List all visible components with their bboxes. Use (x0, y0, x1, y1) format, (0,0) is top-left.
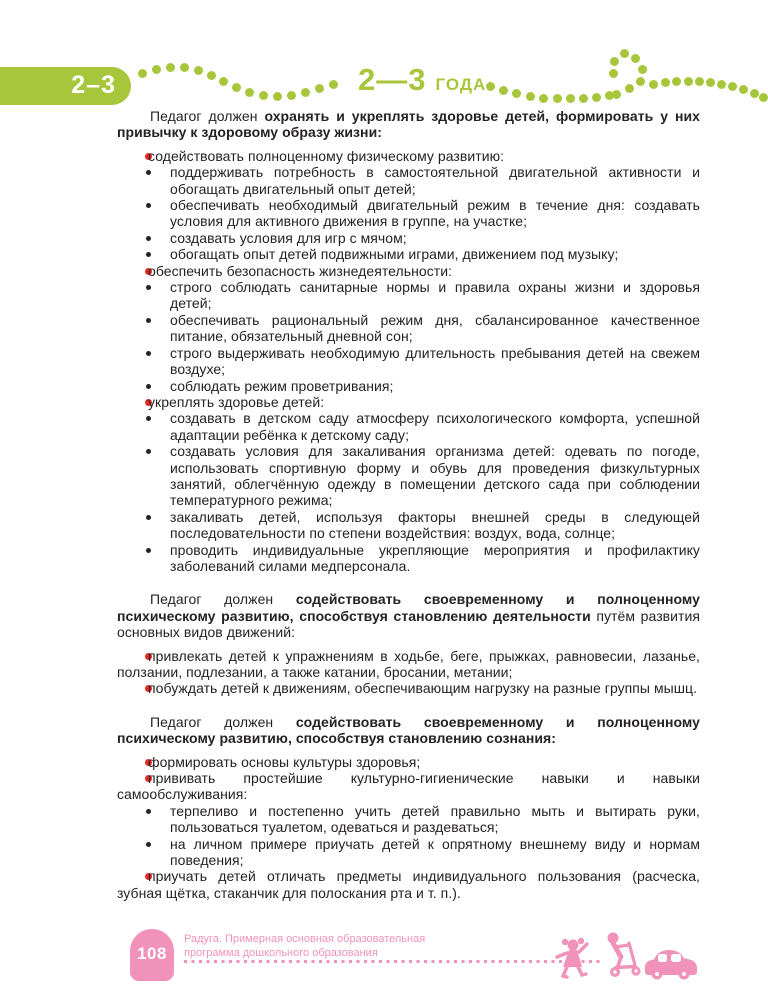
green-dot-icon (706, 78, 715, 87)
sub-item-text: на личном примере приучать детей к опрятному внешнему виду и нормам поведения; (170, 835, 700, 869)
intro-3-plain: Педагог должен (150, 713, 296, 730)
green-dot-icon (579, 94, 588, 103)
green-dot-icon (636, 77, 645, 86)
black-bullet-icon (158, 542, 170, 558)
sub-item-text: закаливать детей, используя факторы внешней среды в следующей последовательности по степени воздействия: воздух, вода, солнце; (170, 508, 700, 542)
page-content (117, 108, 700, 901)
black-bullet-icon (158, 410, 170, 426)
sub-item-text: создавать в детском саду атмосферу психологического комфорта, успешной адаптации ребёнка к детскому саду; (170, 410, 700, 443)
green-dot-icon (592, 93, 601, 102)
green-dot-icon (166, 63, 175, 72)
green-dot-icon (273, 92, 282, 101)
green-dot-icon (672, 77, 681, 86)
list-item-text: формировать основы культуры здоровья; (148, 753, 421, 770)
sub-list-item (158, 230, 700, 246)
sub-item-text: обеспечивать рациональный режим дня, сбалансированное качественное питание, обязательный дневной сон; (170, 311, 700, 345)
intro-1-bold: охранять и укреплять здоровье детей, формировать у них привычку к здоровому образу жизни: (117, 108, 701, 141)
footer-caption (184, 933, 425, 960)
green-dot-icon (728, 82, 737, 91)
sub-list-item (158, 164, 700, 197)
black-bullet-icon (158, 509, 170, 525)
green-dot-icon (207, 71, 216, 80)
black-bullet-icon (158, 246, 170, 262)
green-dot-icon (315, 84, 324, 93)
sub-item-text: соблюдать режим проветривания; (170, 377, 394, 394)
red-bullet-icon (131, 680, 148, 696)
sub-list-item (158, 803, 700, 836)
green-dot-icon (739, 85, 748, 94)
sub-item-text: создавать условия для закаливания организма детей: одевать по погоде, использовать спортивную форму и обувь для проведения физкультурных занятий, облегчённую одежду в помещении детского сада при соблюдении температурного режима; (170, 443, 700, 509)
intro-1-plain: Педагог должен (150, 108, 265, 124)
dancing-child-icon (552, 936, 592, 980)
green-dot-icon (232, 83, 241, 92)
list-item-text: побуждать детей к движениям, обеспечивающим нагрузку на разные группы мышц. (148, 680, 698, 697)
black-bullet-icon (158, 803, 170, 819)
list-item (117, 263, 700, 279)
sub-item-text: строго выдерживать необходимую длительность пребывания детей на свежем воздухе; (170, 344, 700, 378)
black-bullet-icon (158, 345, 170, 361)
green-dot-icon (194, 66, 203, 75)
green-dot-icon (566, 94, 575, 103)
green-dot-icon (138, 69, 147, 78)
sub-list-item (158, 542, 700, 575)
list-item (117, 770, 700, 803)
black-bullet-icon (158, 164, 170, 180)
footer-caption-line2: программа дошкольного образования (184, 946, 378, 959)
list-item-text: содействовать полноценному физическому развитию: (148, 147, 505, 164)
sub-list-item (158, 509, 700, 542)
sub-list-item (158, 312, 700, 345)
page-title (358, 62, 486, 98)
bullet-list-3 (117, 754, 700, 902)
list-item (117, 754, 700, 770)
black-bullet-icon (158, 378, 170, 394)
green-dot-icon (649, 80, 658, 89)
green-dot-icon (180, 63, 189, 72)
green-dot-icon (717, 80, 726, 89)
green-dot-icon (499, 86, 508, 95)
intro-paragraph-1 (117, 108, 700, 141)
green-dot-icon (620, 49, 629, 58)
page-title-number: 2—3 (358, 62, 427, 97)
green-dot-icon (695, 77, 704, 86)
green-dot-icon (612, 90, 621, 99)
sub-item-text: обогащать опыт детей подвижными играми, движением под музыку; (170, 246, 619, 263)
black-bullet-icon (158, 197, 170, 213)
red-bullet-icon (131, 394, 148, 410)
red-bullet-icon (131, 148, 148, 164)
sub-item-text: терпеливо и постепенно учить детей правильно мыть и вытирать руки, пользоваться туалетом, одеваться и раздеваться; (170, 802, 700, 836)
page-number: 108 (137, 944, 167, 963)
green-dot-icon (329, 80, 338, 89)
green-dot-icon (750, 89, 759, 98)
green-dot-icon (287, 91, 296, 100)
red-bullet-icon (131, 263, 148, 279)
dotted-line-decoration (184, 960, 601, 963)
page-number-badge (130, 929, 174, 981)
list-item-text: привлекать детей к упражнениям в ходьбе, беге, прыжках, равновесии, лазанье, ползании, подлезании, а также катании, бросании, метании; (117, 647, 700, 680)
green-dot-icon (759, 93, 768, 102)
green-dot-icon (539, 94, 548, 103)
car-icon (643, 946, 699, 980)
page-title-word: ГОДА (435, 75, 487, 94)
intro-2-bold: содействовать своевременному и полноценному психическому развитию, способствуя становлению деятельности (117, 591, 700, 624)
green-dot-icon (245, 88, 254, 97)
green-dot-icon (625, 84, 634, 93)
list-item (117, 148, 700, 164)
bullet-list-2 (117, 648, 700, 697)
green-dot-icon (553, 94, 562, 103)
sub-list-item (158, 443, 700, 509)
sub-list-item (158, 836, 700, 869)
green-dot-icon (526, 92, 535, 101)
red-bullet-icon (131, 648, 148, 664)
list-item (117, 648, 700, 681)
black-bullet-icon (158, 443, 170, 459)
green-dot-icon (301, 88, 310, 97)
green-dot-icon (610, 57, 619, 66)
green-dot-icon (638, 65, 647, 74)
green-dot-icon (486, 82, 495, 91)
intro-2-plain: Педагог должен (150, 591, 296, 608)
sub-item-text: создавать условия для игр с мячом; (170, 229, 407, 246)
footer-caption-line1: Радуга. Примерная основная образовательная (184, 933, 426, 945)
sub-list-item (158, 410, 700, 443)
sub-item-text: обеспечивать необходимый двигательный режим в течение дня: создавать условия для активного движения в группе, на участке; (170, 197, 700, 230)
black-bullet-icon (158, 279, 170, 295)
sub-item-text: поддерживать потребность в самостоятельной двигательной активности и обогащать двигательный опыт детей; (170, 164, 700, 197)
red-bullet-icon (131, 770, 148, 786)
list-item (117, 394, 700, 410)
sub-list-item (158, 345, 700, 378)
black-bullet-icon (158, 312, 170, 328)
black-bullet-icon (158, 230, 170, 246)
red-bullet-icon (131, 868, 148, 884)
green-dot-icon (259, 91, 268, 100)
list-item (117, 680, 700, 696)
sub-list-item (158, 378, 700, 394)
intro-paragraph-2 (117, 591, 700, 640)
list-item-text: укреплять здоровье детей: (148, 393, 325, 410)
scooter-child-icon (594, 930, 642, 980)
age-tab (0, 67, 131, 105)
green-dot-icon (684, 77, 693, 86)
red-bullet-icon (131, 754, 148, 770)
intro-3-bold: содействовать своевременному и полноценному психическому развитию, способствуя становлению сознания: (117, 713, 700, 747)
green-dot-icon (219, 77, 228, 86)
sub-list-item (158, 246, 700, 262)
green-dot-icon (152, 65, 161, 74)
green-dot-icon (631, 54, 640, 63)
sub-item-text: проводить индивидуальные укрепляющие мероприятия и профилактику заболеваний силами медперсонала. (170, 541, 700, 574)
list-item (117, 868, 700, 901)
age-tab-label: 2–3 (71, 71, 116, 99)
bullet-list-1 (117, 148, 700, 575)
black-bullet-icon (158, 836, 170, 852)
green-dot-icon (609, 69, 618, 78)
green-dot-icon (661, 78, 670, 87)
list-item-text: прививать простейшие культурно-гигиенические навыки и навыки самообслуживания: (117, 770, 700, 803)
sub-item-text: строго соблюдать санитарные нормы и правила охраны жизни и здоровья детей; (170, 279, 700, 312)
sub-list-item (158, 197, 700, 230)
sub-list-item (158, 279, 700, 312)
intro-paragraph-3 (117, 714, 700, 747)
list-item-text: обеспечить безопасность жизнедеятельности: (148, 262, 453, 279)
list-item-text: приучать детей отличать предметы индивидуального пользования (расческа, зубная щётка, стаканчик для полоскания рта и т. п.). (117, 868, 700, 901)
intro-2-plain2: путём развития основных видов движений: (117, 607, 700, 641)
green-dot-icon (512, 89, 521, 98)
